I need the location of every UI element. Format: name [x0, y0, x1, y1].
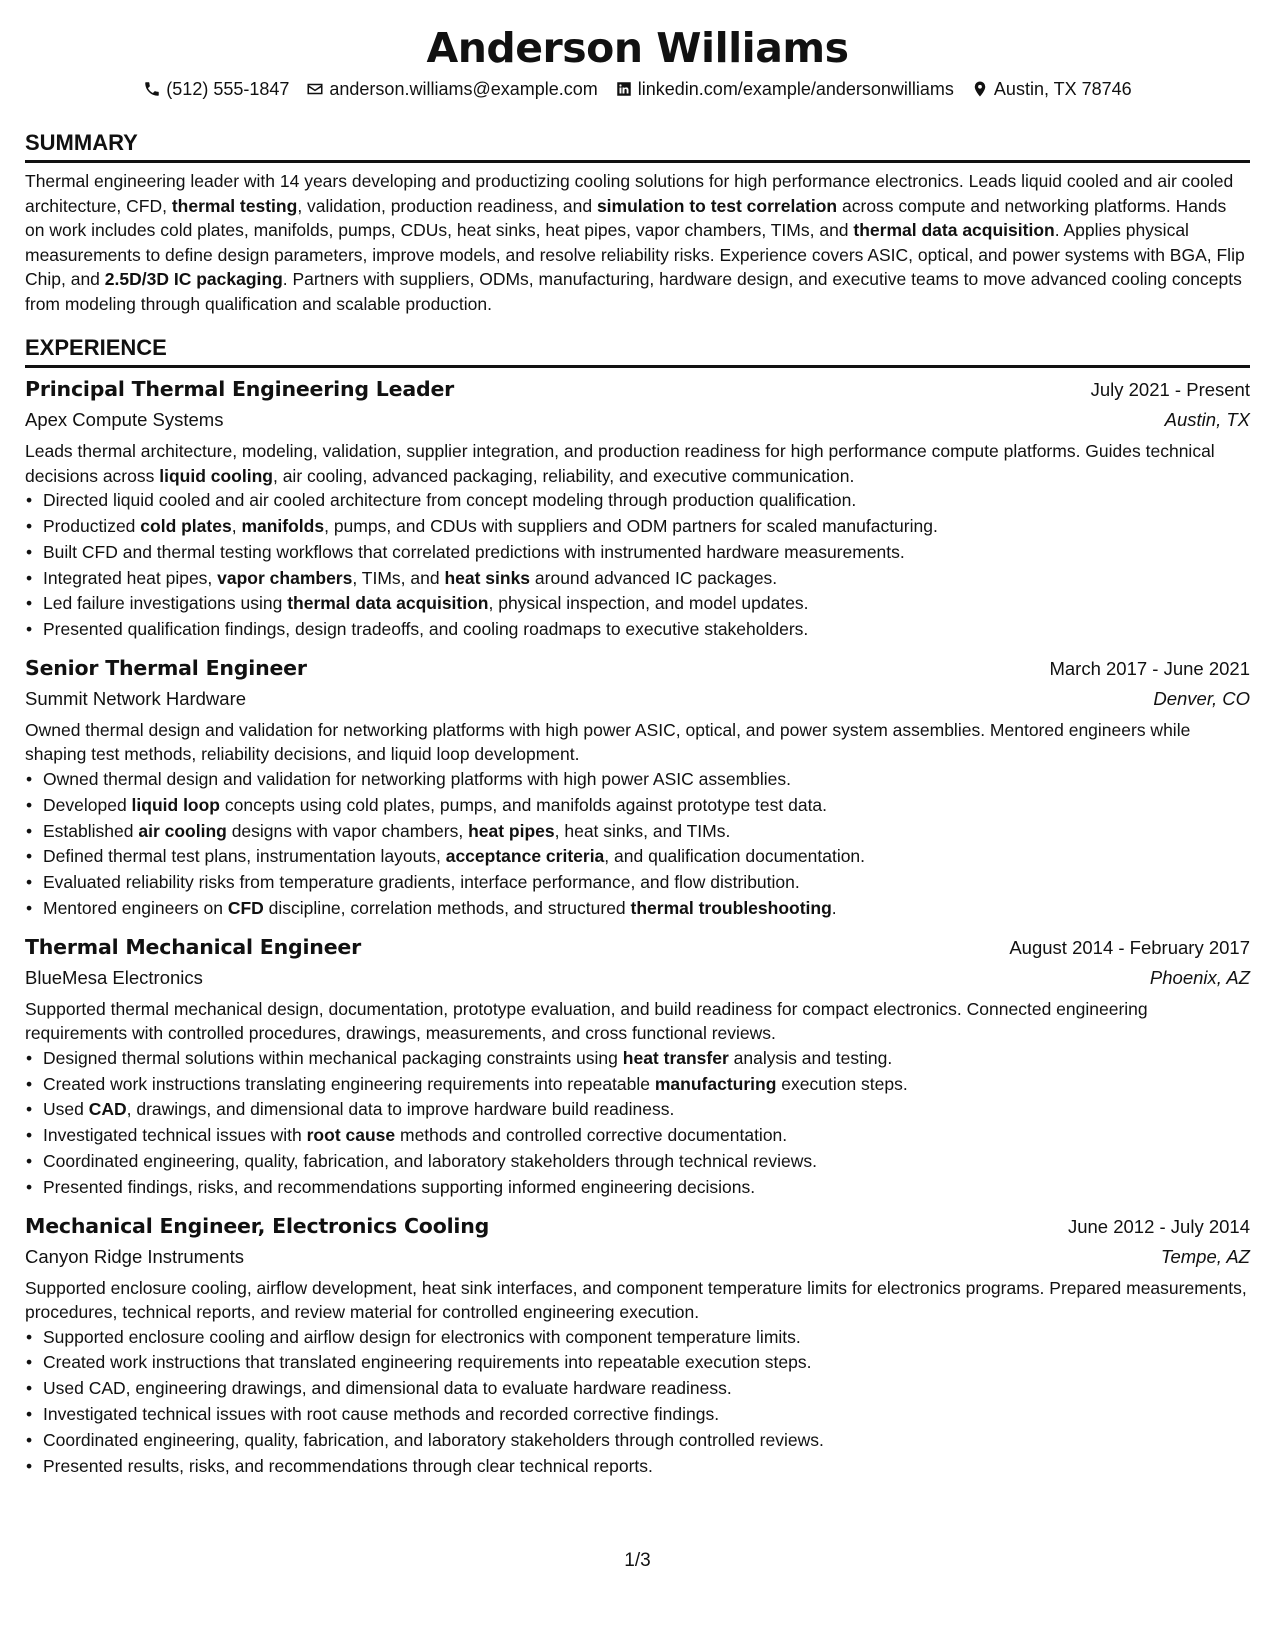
job-location: Denver, CO — [1153, 687, 1250, 709]
bullet-item: • Presented qualification findings, design tradeoffs, and cooling roadmaps to executive stakeholders. — [43, 617, 1250, 643]
job-header-row — [25, 1211, 1250, 1242]
job-bullets — [25, 1325, 1250, 1480]
contact-bar — [25, 77, 1250, 101]
job-dates: March 2017 - June 2021 — [1049, 657, 1250, 679]
bullet-item: • Mentored engineers on CFD discipline, correlation methods, and structured thermal troubleshooting. — [43, 896, 1250, 922]
bold-keyword: acceptance criteria — [445, 846, 605, 867]
bullet-item: • Defined thermal test plans, instrumentation layouts, acceptance criteria, and qualification documentation. — [43, 844, 1250, 870]
bullet-item: • Investigated technical issues with root cause methods and controlled corrective documentation. — [43, 1123, 1250, 1149]
bullet-item: • Integrated heat pipes, vapor chambers, TIMs, and heat sinks around advanced IC packages. — [43, 566, 1250, 592]
contact-linkedin[interactable] — [615, 77, 954, 101]
job-bullets — [25, 1046, 1250, 1201]
bold-keyword: thermal testing — [171, 195, 298, 216]
bold-keyword: CAD — [88, 1099, 127, 1120]
bold-keyword: vapor chambers — [217, 567, 353, 588]
job-header-row — [25, 932, 1250, 963]
bold-keyword: liquid cooling — [159, 465, 273, 486]
experience-list — [25, 374, 1250, 1479]
bullet-item: • Productized cold plates, manifolds, pumps, and CDUs with suppliers and ODM partners for scaled manufacturing. — [43, 514, 1250, 540]
job-title: Principal Thermal Engineering Leader — [25, 377, 455, 402]
experience-heading: EXPERIENCE — [25, 334, 1250, 368]
linkedin-icon — [615, 80, 633, 98]
bold-keyword: cold plates — [140, 515, 232, 536]
job-summary: Supported thermal mechanical design, documentation, prototype evaluation, and build readiness for compact electronics. Connected engineering requirements with controlled procedures, drawings, measurements, and cross functional reviews. — [25, 998, 1148, 1044]
phone-icon — [143, 80, 161, 98]
bullet-item: • Established air cooling designs with vapor chambers, heat pipes, heat sinks, and TIMs. — [43, 819, 1250, 845]
job-location: Phoenix, AZ — [1149, 966, 1250, 988]
contact-location — [971, 77, 1132, 101]
bold-keyword: manifolds — [241, 515, 325, 536]
linkedin-text[interactable]: linkedin.com/example/andersonwilliams — [637, 79, 954, 100]
bullet-item: • Presented findings, risks, and recommendations supporting informed engineering decisions. — [43, 1175, 1250, 1201]
bullet-item: • Owned thermal design and validation for networking platforms with high power ASIC assemblies. — [43, 767, 1250, 793]
job-bullets — [25, 488, 1250, 643]
job-header-row — [25, 653, 1250, 684]
location-text: Austin, TX 78746 — [993, 79, 1132, 100]
job-summary: Owned thermal design and validation for networking platforms with high power ASIC, optical, and power system assemblies. Mentored engineers while shaping test methods, reliability decisions, and liquid loop development. — [25, 719, 1191, 765]
bold-keyword: thermal troubleshooting — [630, 897, 832, 918]
bullet-item: • Evaluated reliability risks from temperature gradients, interface performance, and flow distribution. — [43, 870, 1250, 896]
bold-keyword: heat pipes — [468, 820, 555, 841]
resume-page — [25, 18, 1250, 1479]
bullet-item: • Directed liquid cooled and air cooled architecture from concept modeling through production qualification. — [43, 488, 1250, 514]
summary-paragraph: Thermal engineering leader with 14 years developing and productizing cooling solutions for high performance electronics. Leads liquid cooled and air cooled architecture, CFD, thermal testing, validation, production readiness, and simulation to test correlation across compute and networking platforms. Hands on work includes cold plates, manifolds, pumps, CDUs, heat sinks, heat pipes, vapor chambers, TIMs, and thermal data acquisition. Applies physical measurements to define design parameters, improve models, and resolve reliability risks. Experience covers ASIC, optical, and power systems with BGA, Flip Chip, and 2.5D/3D IC packaging. Partners with suppliers, ODMs, manufacturing, hardware design, and executive teams to move advanced cooling concepts from modeling through qualification and scalable production. — [25, 171, 1245, 314]
bullet-item: • Used CAD, drawings, and dimensional data to improve hardware build readiness. — [43, 1097, 1250, 1123]
bold-keyword: liquid loop — [131, 794, 220, 815]
company-name: Apex Compute Systems — [25, 409, 224, 431]
company-name: Summit Network Hardware — [25, 687, 247, 709]
bold-keyword: 2.5D/3D IC packaging — [104, 269, 283, 290]
bullet-item: • Created work instructions translating engineering requirements into repeatable manufacturing execution steps. — [43, 1072, 1250, 1098]
job-company-row — [25, 1242, 1250, 1272]
bold-keyword: thermal data acquisition — [287, 593, 489, 614]
bullet-item: • Designed thermal solutions within mechanical packaging constraints using heat transfer analysis and testing. — [43, 1046, 1250, 1072]
job-dates: August 2014 - February 2017 — [1009, 936, 1250, 958]
job-title: Mechanical Engineer, Electronics Cooling — [25, 1213, 490, 1238]
job-company-row — [25, 963, 1250, 993]
bullet-item: • Developed liquid loop concepts using cold plates, pumps, and manifolds against prototype test data. — [43, 793, 1250, 819]
envelope-icon — [306, 80, 324, 98]
job-header-row — [25, 374, 1250, 405]
job-title: Senior Thermal Engineer — [25, 655, 307, 680]
company-name: BlueMesa Electronics — [25, 966, 203, 988]
bold-keyword: simulation to test correlation — [596, 195, 838, 216]
job-summary: Leads thermal architecture, modeling, validation, supplier integration, and production readiness for high performance compute platforms. Guides technical decisions across liquid cooling, air cooling, advanced packaging, reliability, and executive communication. — [25, 441, 1215, 486]
contact-phone — [143, 77, 289, 101]
email-text[interactable]: anderson.williams@example.com — [329, 79, 598, 100]
bullet-item: • Coordinated engineering, quality, fabrication, and laboratory stakeholders through controlled reviews. — [43, 1428, 1250, 1454]
job-dates: June 2012 - July 2014 — [1067, 1215, 1250, 1237]
job-summary: Supported enclosure cooling, airflow development, heat sink interfaces, and component temperature limits for electronics programs. Prepared measurements, procedures, technical reports, and review material for controlled engineering execution. — [25, 1277, 1247, 1323]
bullet-item: • Created work instructions that translated engineering requirements into repeatable execution steps. — [43, 1350, 1250, 1376]
bullet-item: • Coordinated engineering, quality, fabrication, and laboratory stakeholders through technical reviews. — [43, 1149, 1250, 1175]
company-name: Canyon Ridge Instruments — [25, 1245, 245, 1267]
job-title: Thermal Mechanical Engineer — [25, 934, 362, 959]
bold-keyword: heat sinks — [444, 567, 531, 588]
bullet-item: • Used CAD, engineering drawings, and dimensional data to evaluate hardware readiness. — [43, 1376, 1250, 1402]
page-number: 1/3 — [624, 1550, 651, 1571]
job-entry — [25, 1211, 1250, 1480]
bold-keyword: CFD — [227, 897, 264, 918]
job-entry — [25, 932, 1250, 1201]
contact-email[interactable] — [306, 77, 597, 101]
bullet-item: • Investigated technical issues with root cause methods and recorded corrective findings. — [43, 1402, 1250, 1428]
bold-keyword: thermal data acquisition — [853, 220, 1055, 241]
job-dates: July 2021 - Present — [1090, 379, 1250, 401]
bullet-item: • Supported enclosure cooling and airflow design for electronics with component temperature limits. — [43, 1325, 1250, 1351]
bold-keyword: root cause — [306, 1125, 396, 1146]
bullet-item: • Presented results, risks, and recommendations through clear technical reports. — [43, 1454, 1250, 1480]
job-entry — [25, 374, 1250, 643]
bold-keyword: manufacturing — [654, 1073, 777, 1094]
summary-heading: SUMMARY — [25, 129, 1250, 163]
job-location: Tempe, AZ — [1160, 1245, 1250, 1267]
job-location: Austin, TX — [1164, 409, 1250, 431]
job-company-row — [25, 405, 1250, 435]
job-entry — [25, 653, 1250, 922]
job-company-row — [25, 684, 1250, 714]
bullet-item: • Built CFD and thermal testing workflows that correlated predictions with instrumented hardware measurements. — [43, 540, 1250, 566]
bullet-item: • Led failure investigations using thermal data acquisition, physical inspection, and model updates. — [43, 591, 1250, 617]
candidate-name: Anderson Williams — [426, 24, 849, 72]
job-bullets — [25, 767, 1250, 922]
bold-keyword: air cooling — [138, 820, 227, 841]
map-pin-icon — [971, 80, 989, 98]
phone-text: (512) 555-1847 — [166, 79, 290, 100]
bold-keyword: heat transfer — [622, 1047, 729, 1068]
